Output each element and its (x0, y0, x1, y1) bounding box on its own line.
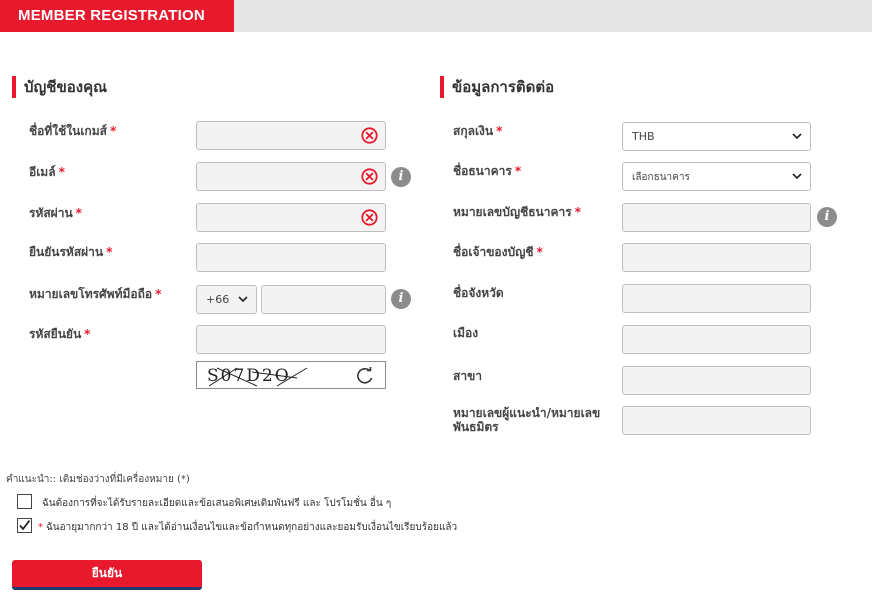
required-marker: * (536, 245, 543, 259)
account-number-label: หมายเลขบัญชีธนาคาร * (453, 205, 581, 219)
age-checkbox-label: * ฉันอายุมากกว่า 18 ปี และได้อ่านเงื่อนไขและข้อกำหนดทุกอย่างและยอมรับเงื่อนไขเรียบร้อยแล้ว (38, 522, 458, 533)
hint-text: คำแนะนำ:: เติมช่องว่างที่มีเครื่องหมาย (*) (6, 474, 190, 485)
required-marker: * (38, 522, 43, 533)
province-label: ชื่อจังหวัด (453, 286, 504, 300)
clear-username-icon[interactable] (361, 127, 378, 144)
verify-code-label: รหัสยืนยัน * (29, 327, 91, 341)
province-input[interactable] (622, 284, 811, 313)
checkmark-icon (18, 519, 31, 532)
member-registration-tab: MEMBER REGISTRATION (0, 0, 234, 32)
country-code-value: +66 (206, 293, 230, 306)
verify-code-input[interactable] (196, 325, 386, 354)
contact-section-title: ข้อมูลการติดต่อ (440, 76, 554, 98)
top-bar (0, 0, 872, 32)
required-marker: * (574, 205, 581, 219)
submit-button[interactable]: ยืนยัน (12, 560, 202, 590)
chevron-down-icon (238, 295, 248, 303)
username-label: ชื่อที่ใช้ในเกมส์ * (29, 124, 117, 138)
city-label: เมือง (453, 326, 479, 340)
password-label: รหัสผ่าน * (29, 206, 82, 220)
currency-label: สกุลเงิน * (453, 124, 503, 138)
password-input[interactable] (196, 203, 386, 232)
username-input[interactable] (196, 121, 386, 150)
bank-select-value: เลือกธนาคาร (632, 172, 690, 183)
country-code-select[interactable] (196, 285, 257, 314)
required-marker: * (109, 124, 117, 138)
refresh-captcha-icon[interactable] (355, 366, 375, 386)
account-number-info-icon[interactable]: i (817, 207, 837, 227)
captcha-noise-lines (197, 362, 347, 390)
promo-checkbox-label: ฉันต้องการที่จะได้รับรายละเอียดและข้อเสนอพิเศษเดิมพันฟรี และ โปรโมชั่น อื่น ๆ (42, 498, 392, 509)
currency-select[interactable] (622, 122, 811, 151)
account-owner-input[interactable] (622, 243, 811, 272)
bank-name-label: ชื่อธนาคาร * (453, 164, 522, 178)
currency-value: THB (632, 130, 655, 143)
required-marker: * (75, 206, 82, 220)
confirm-password-input[interactable] (196, 243, 386, 272)
account-owner-label: ชื่อเจ้าของบัญชี * (453, 245, 543, 259)
captcha-code: S07D2O (207, 366, 291, 386)
referrer-input[interactable] (622, 406, 811, 435)
chevron-down-icon (792, 132, 802, 140)
clear-email-icon[interactable] (361, 168, 378, 185)
required-marker: * (106, 245, 113, 259)
account-number-input[interactable] (622, 203, 811, 232)
required-marker: * (58, 165, 65, 179)
age-checkbox[interactable] (17, 518, 32, 533)
phone-number-input[interactable] (261, 285, 386, 314)
email-label: อีเมล์ * (29, 165, 65, 179)
branch-input[interactable] (622, 366, 811, 395)
phone-label: หมายเลขโทรศัพท์มือถือ * (29, 287, 162, 301)
confirm-password-label: ยืนยันรหัสผ่าน * (29, 245, 113, 259)
promo-checkbox[interactable] (17, 494, 32, 509)
required-marker: * (514, 164, 522, 178)
chevron-down-icon (792, 172, 802, 180)
branch-label: สาขา (453, 369, 483, 383)
clear-password-icon[interactable] (361, 209, 378, 226)
email-info-icon[interactable]: i (391, 167, 411, 187)
referrer-label: หมายเลขผู้แนะนำ/หมายเลขพันธมิตร (453, 406, 601, 434)
account-section-title: บัญชีของคุณ (12, 76, 107, 98)
required-marker: * (155, 287, 162, 301)
required-marker: * (84, 327, 91, 341)
captcha-image (196, 361, 386, 389)
required-marker: * (496, 124, 503, 138)
city-input[interactable] (622, 325, 811, 354)
phone-info-icon[interactable]: i (391, 289, 411, 309)
bank-select[interactable] (622, 162, 811, 191)
email-input[interactable] (196, 162, 386, 191)
